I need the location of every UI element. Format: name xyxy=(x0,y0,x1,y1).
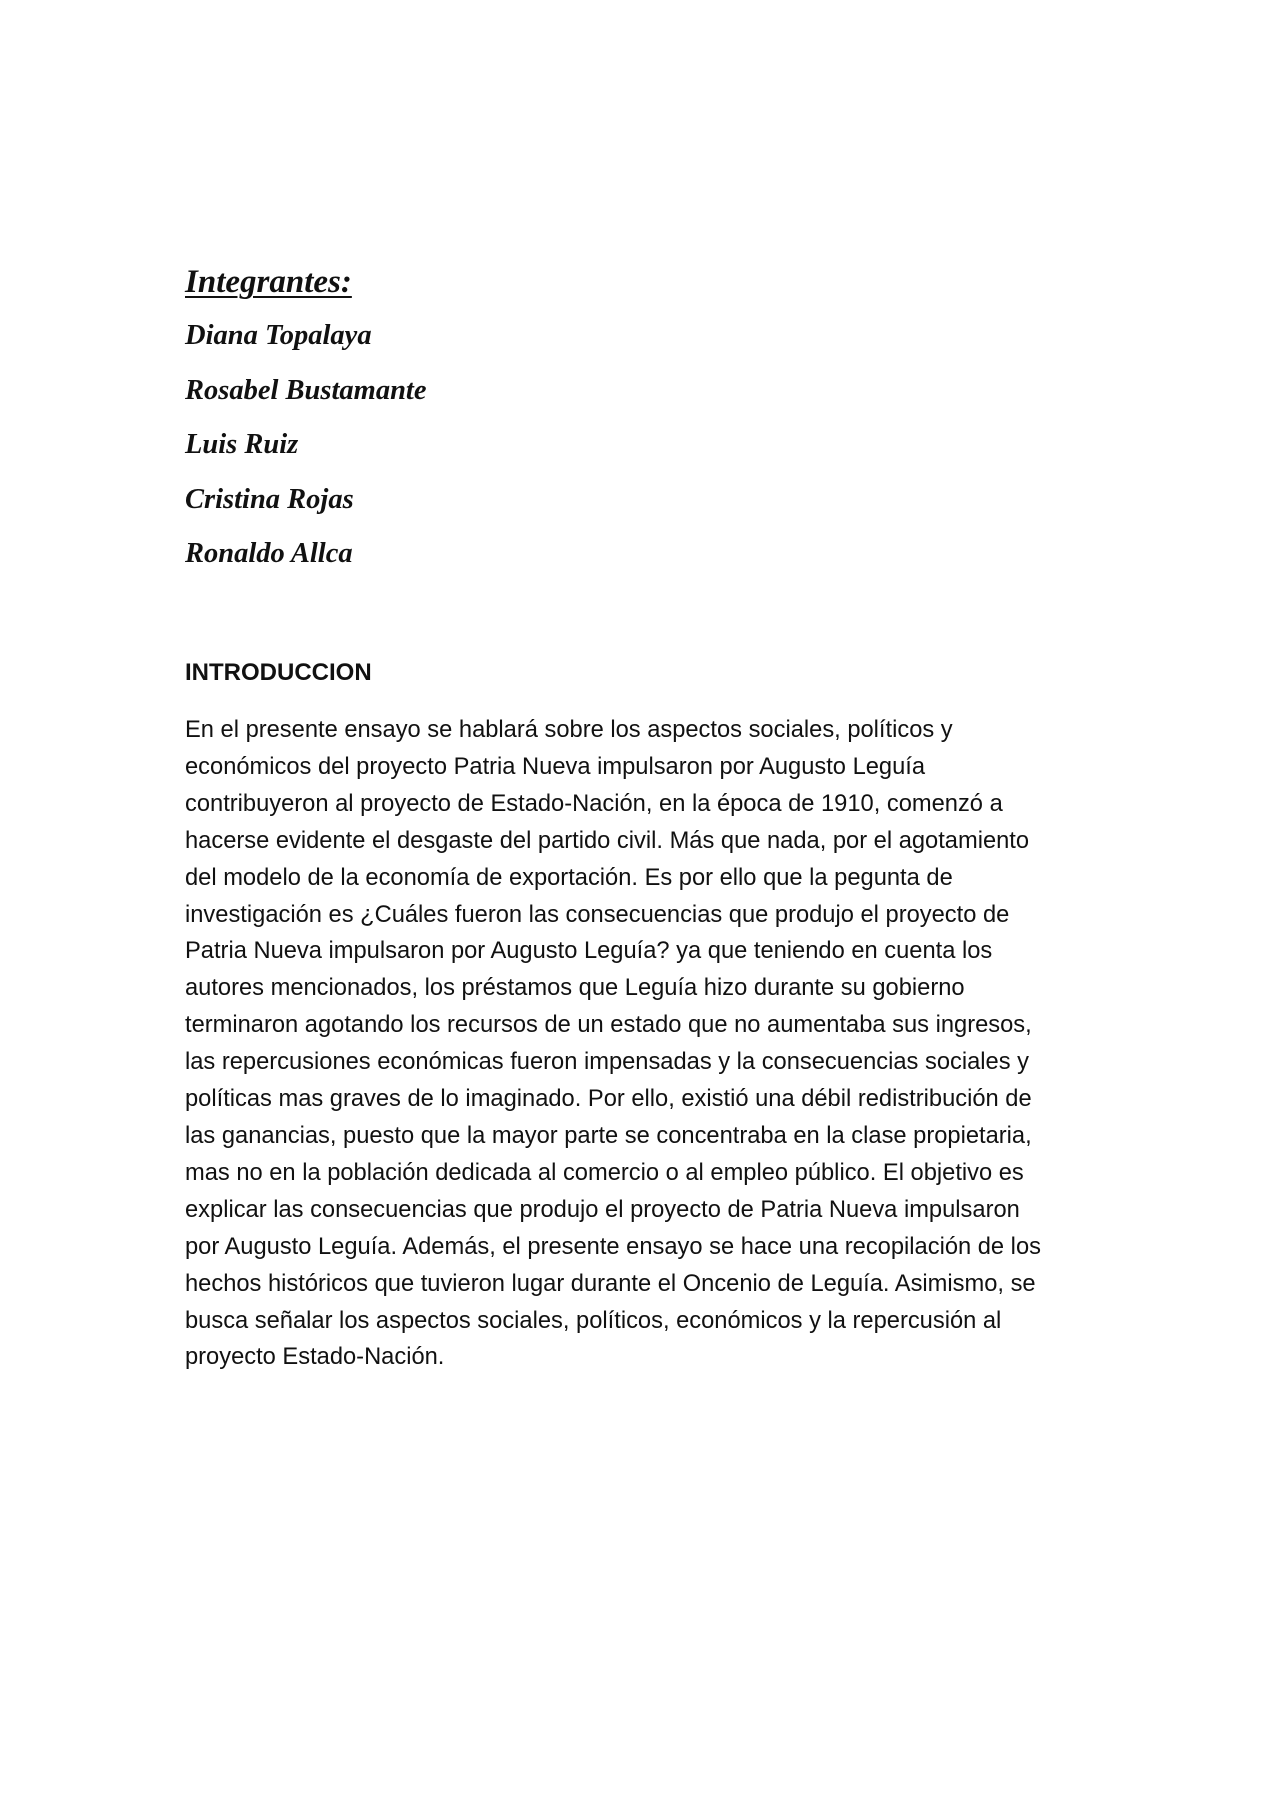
paragraph-line: explicar las consecuencias que produjo el proyecto de Patria Nueva impulsaron xyxy=(185,1196,1020,1223)
paragraph-line: por Augusto Leguía. Además, el presente ensayo se hace una recopilación de los xyxy=(185,1233,1041,1260)
paragraph-line: En el presente ensayo se hablará sobre los aspectos sociales, políticos y xyxy=(185,717,953,743)
paragraph-line: las repercusiones económicas fueron impensadas y la consecuencias sociales y xyxy=(185,1049,1029,1076)
member-name: Cristina Rojas xyxy=(185,483,354,515)
member-name: Luis Ruiz xyxy=(185,429,299,460)
member-name: Ronaldo Allca xyxy=(185,538,353,569)
member-name: Diana Topalaya xyxy=(185,320,372,351)
member-name: Rosabel Bustamante xyxy=(185,374,427,406)
paragraph-line: políticas mas graves de lo imaginado. Por ello, existió una débil redistribución de xyxy=(185,1086,1032,1113)
paragraph-line: económicos del proyecto Patria Nueva impulsaron por Augusto Leguía xyxy=(185,753,926,780)
members-heading: Integrantes: xyxy=(185,264,352,300)
paragraph-line: las ganancias, puesto que la mayor parte se concentraba en la clase propietaria, xyxy=(185,1122,1032,1149)
paragraph-line: mas no en la población dedicada al comercio o al empleo público. El objetivo es xyxy=(185,1159,1024,1186)
introduction-heading: INTRODUCCION xyxy=(185,659,372,686)
paragraph-line: proyecto Estado-Nación. xyxy=(185,1344,445,1371)
paragraph-line: Patria Nueva impulsaron por Augusto Leguía? ya que teniendo en cuenta los xyxy=(185,938,993,965)
paragraph-line: investigación es ¿Cuáles fueron las consecuencias que produjo el proyecto de xyxy=(185,901,1010,928)
paragraph-line: hacerse evidente el desgaste del partido civil. Más que nada, por el agotamiento xyxy=(185,827,1030,854)
members-section xyxy=(185,262,1085,589)
paragraph-line: busca señalar los aspectos sociales, políticos, económicos y la repercusión al xyxy=(185,1307,1002,1334)
paragraph-line: hechos históricos que tuvieron lugar durante el Oncenio de Leguía. Asimismo, se xyxy=(185,1270,1036,1297)
paragraph-line: autores mencionados, los préstamos que Leguía hizo durante su gobierno xyxy=(185,975,965,1002)
paragraph-line: terminaron agotando los recursos de un estado que no aumentaba sus ingresos, xyxy=(185,1012,1032,1039)
paragraph-line: del modelo de la economía de exportación. Es por ello que la pegunta de xyxy=(185,864,953,891)
introduction-paragraph xyxy=(185,712,1115,1376)
paragraph-line: contribuyeron al proyecto de Estado-Nación, en la época de 1910, comenzó a xyxy=(185,790,1003,817)
